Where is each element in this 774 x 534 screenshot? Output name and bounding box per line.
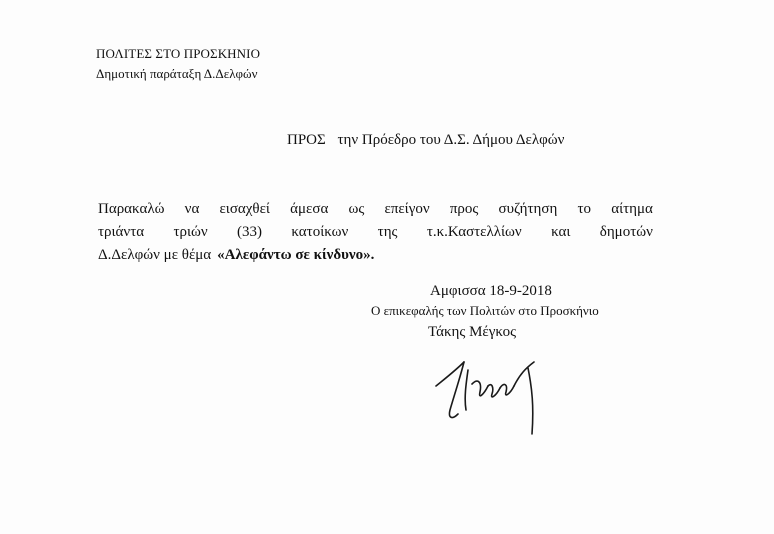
body-word: προς [449,201,479,217]
body-word: εισαχθεί [219,201,270,217]
faction-name: Δημοτική παράταξη Δ.Δελφών [96,66,258,81]
signatory-title: Ο επικεφαλής των Πολιτών στο Προσκήνιο [371,303,599,318]
addressee-line [287,130,564,150]
body-word: το [577,201,592,217]
body-word: και [551,224,571,240]
body-word: άμεσα [290,201,329,217]
body-word: κατοίκων [291,224,349,240]
body-word: (33) [237,224,263,240]
body-word: Παρακαλώ [98,201,165,217]
body-word: ως [348,201,365,217]
body-word: τ.κ.Καστελλίων [426,224,522,240]
letter-header [96,44,260,84]
body-word: συζήτηση [498,201,558,217]
body-line-3 [98,244,653,267]
body-word: δημοτών [599,224,653,240]
subject-text: «Αλεφάντω σε κίνδυνο». [217,247,375,263]
body-word: να [184,201,200,217]
body-word: επείγον [384,201,430,217]
body-word: αίτημα [611,201,653,217]
body-line-3-start: Δ.Δελφών με θέμα [98,247,212,263]
body-word: τριάντα [98,224,145,240]
body-line-1 [98,198,653,221]
body-word: της [377,224,398,240]
body-line-2 [98,221,653,244]
handwritten-signature-icon [428,348,568,438]
signatory-name: Τάκης Μέγκος [428,324,517,340]
organization-name: ΠΟΛΙΤΕΣ ΣΤΟ ΠΡΟΣΚΗΝΙΟ [96,46,261,61]
addressee-recipient: την Πρόεδρο του Δ.Σ. Δήμου Δελφών [337,132,565,148]
letter-body [98,198,653,267]
body-word: τριών [173,224,208,240]
place-date: Αμφισσα 18-9-2018 [430,283,552,299]
addressee-prefix: ΠΡΟΣ [287,132,326,148]
